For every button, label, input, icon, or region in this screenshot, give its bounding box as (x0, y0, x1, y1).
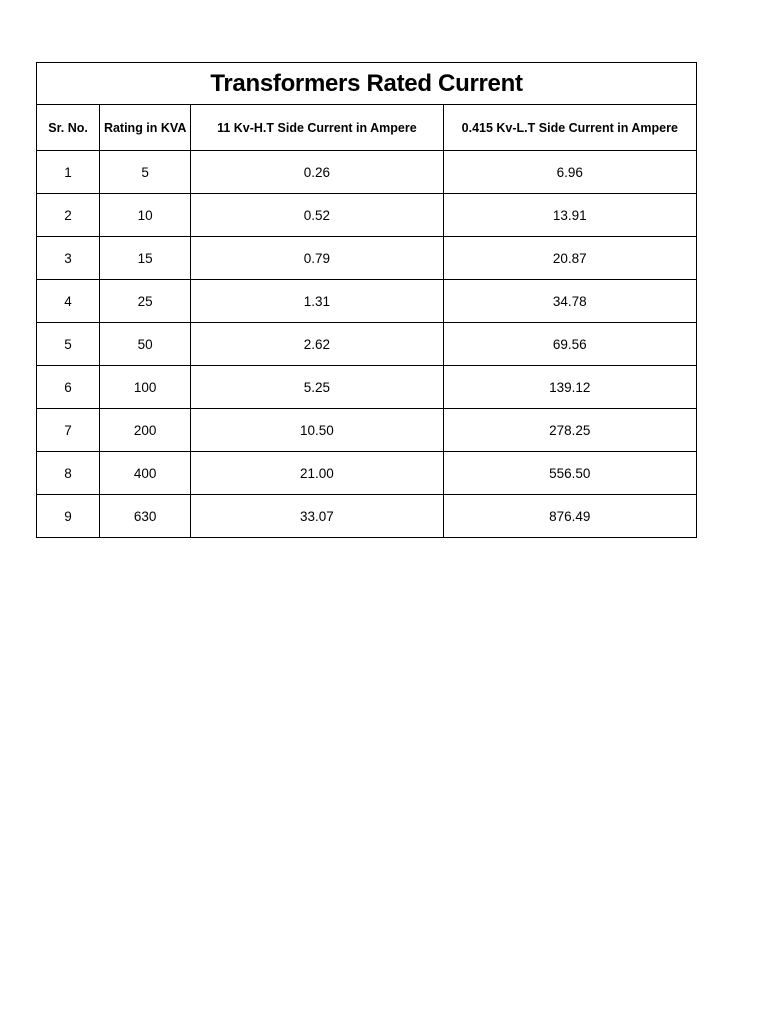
cell-rating-kva: 25 (100, 280, 191, 323)
cell-sr-no: 6 (37, 366, 100, 409)
cell-sr-no: 9 (37, 495, 100, 538)
cell-lt-current: 876.49 (443, 495, 696, 538)
cell-ht-current: 21.00 (191, 452, 443, 495)
cell-ht-current: 1.31 (191, 280, 443, 323)
cell-rating-kva: 630 (100, 495, 191, 538)
cell-rating-kva: 5 (100, 151, 191, 194)
cell-sr-no: 5 (37, 323, 100, 366)
cell-sr-no: 4 (37, 280, 100, 323)
table-row (37, 280, 697, 323)
cell-sr-no: 3 (37, 237, 100, 280)
cell-lt-current: 556.50 (443, 452, 696, 495)
header-sr-no: Sr. No. (37, 105, 100, 151)
table-row (37, 495, 697, 538)
cell-rating-kva: 50 (100, 323, 191, 366)
cell-lt-current: 69.56 (443, 323, 696, 366)
table-row (37, 151, 697, 194)
cell-rating-kva: 200 (100, 409, 191, 452)
header-ht-current: 11 Kv-H.T Side Current in Ampere (191, 105, 443, 151)
cell-ht-current: 33.07 (191, 495, 443, 538)
cell-rating-kva: 15 (100, 237, 191, 280)
cell-lt-current: 6.96 (443, 151, 696, 194)
table-row (37, 452, 697, 495)
cell-ht-current: 10.50 (191, 409, 443, 452)
table-row (37, 194, 697, 237)
cell-lt-current: 20.87 (443, 237, 696, 280)
cell-lt-current: 34.78 (443, 280, 696, 323)
cell-lt-current: 278.25 (443, 409, 696, 452)
cell-ht-current: 0.79 (191, 237, 443, 280)
cell-ht-current: 0.52 (191, 194, 443, 237)
table-row (37, 237, 697, 280)
cell-rating-kva: 400 (100, 452, 191, 495)
header-rating-kva: Rating in KVA (100, 105, 191, 151)
cell-ht-current: 2.62 (191, 323, 443, 366)
header-row (37, 105, 697, 151)
table-row (37, 409, 697, 452)
cell-ht-current: 5.25 (191, 366, 443, 409)
cell-rating-kva: 10 (100, 194, 191, 237)
title-row (37, 63, 697, 105)
cell-sr-no: 1 (37, 151, 100, 194)
cell-lt-current: 13.91 (443, 194, 696, 237)
table-title: Transformers Rated Current (37, 63, 697, 105)
cell-sr-no: 8 (37, 452, 100, 495)
rated-current-table (36, 62, 697, 538)
cell-lt-current: 139.12 (443, 366, 696, 409)
header-lt-current: 0.415 Kv-L.T Side Current in Ampere (443, 105, 696, 151)
cell-rating-kva: 100 (100, 366, 191, 409)
cell-sr-no: 7 (37, 409, 100, 452)
table-row (37, 366, 697, 409)
table-row (37, 323, 697, 366)
cell-ht-current: 0.26 (191, 151, 443, 194)
cell-sr-no: 2 (37, 194, 100, 237)
